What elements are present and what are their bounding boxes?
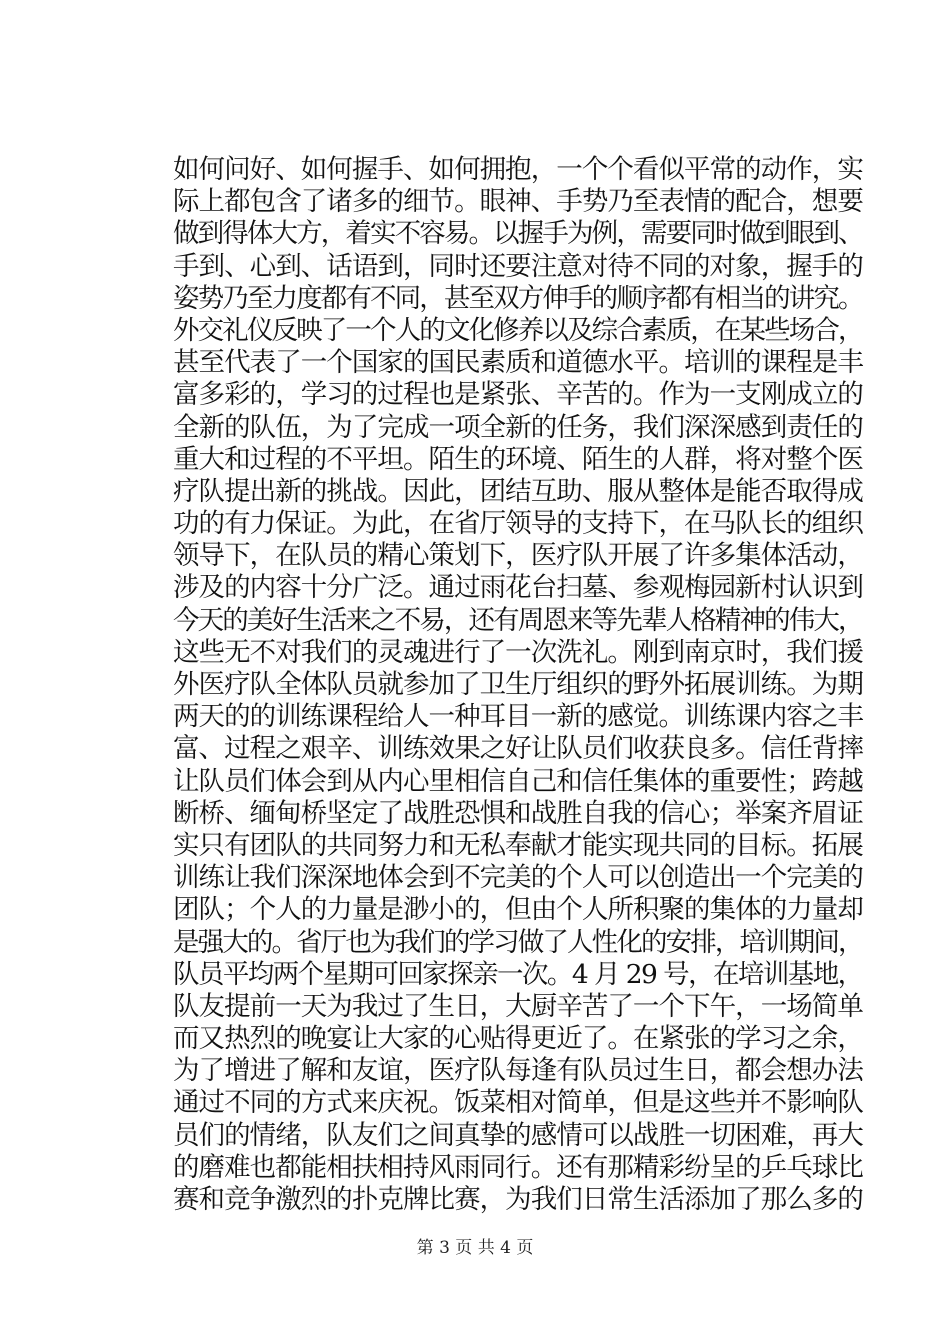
text-line: 外交礼仪反映了一个人的文化修养以及综合素质，在某些场合， bbox=[173, 314, 863, 346]
text-line: 重大和过程的不平坦。陌生的环境、陌生的人群，将对整个医 bbox=[173, 443, 863, 475]
text-line: 的磨难也都能相扶相持风雨同行。还有那精彩纷呈的乒乓球比 bbox=[173, 1151, 863, 1183]
text-line: 这些无不对我们的灵魂进行了一次洗礼。刚到南京时，我们援 bbox=[173, 636, 863, 668]
text-line: 队友提前一天为我过了生日，大厨辛苦了一个下午，一场简单 bbox=[173, 990, 863, 1022]
body-paragraph bbox=[173, 154, 863, 1216]
text-line: 今天的美好生活来之不易，还有周恩来等先辈人格精神的伟大， bbox=[173, 604, 863, 636]
text-line: 训练让我们深深地体会到不完美的个人可以创造出一个完美的 bbox=[173, 862, 863, 894]
text-line: 外医疗队全体队员就参加了卫生厅组织的野外拓展训练。为期 bbox=[173, 669, 863, 700]
text-line: 实只有团队的共同努力和无私奉献才能实现共同的目标。拓展 bbox=[173, 829, 863, 861]
text-line: 两天的的训练课程给人一种耳目一新的感觉。训练课内容之丰 bbox=[173, 701, 863, 733]
text-line: 涉及的内容十分广泛。通过雨花台扫墓、参观梅园新村认识到 bbox=[173, 572, 863, 604]
text-line: 是强大的。省厅也为我们的学习做了人性化的安排，培训期间， bbox=[173, 926, 863, 958]
text-line: 做到得体大方，着实不容易。以握手为例，需要同时做到眼到、 bbox=[173, 218, 863, 250]
text-line: 而又热烈的晚宴让大家的心贴得更近了。在紧张的学习之余， bbox=[173, 1023, 863, 1055]
text-line: 手到、心到、话语到，同时还要注意对待不同的对象，握手的 bbox=[173, 250, 863, 282]
text-line: 断桥、缅甸桥坚定了战胜恐惧和战胜自我的信心；举案齐眉证 bbox=[173, 797, 863, 829]
text-line: 际上都包含了诸多的细节。眼神、手势乃至表情的配合，想要 bbox=[173, 186, 863, 218]
text-line: 赛和竞争激烈的扑克牌比赛，为我们日常生活添加了那么多的 bbox=[173, 1184, 863, 1215]
text-line: 甚至代表了一个国家的国民素质和道德水平。培训的课程是丰 bbox=[173, 347, 863, 379]
text-line: 员们的情绪，队友们之间真挚的感情可以战胜一切困难，再大 bbox=[173, 1119, 863, 1151]
text-line: 队员平均两个星期可回家探亲一次。4 月 29 号，在培训基地， bbox=[173, 958, 863, 990]
text-line: 团队；个人的力量是渺小的，但由个人所积聚的集体的力量却 bbox=[173, 894, 863, 926]
text-line: 全新的队伍，为了完成一项全新的任务，我们深深感到责任的 bbox=[173, 411, 863, 443]
text-line: 姿势乃至力度都有不同，甚至双方伸手的顺序都有相当的讲究。 bbox=[173, 282, 863, 314]
text-line: 如何问好、如何握手、如何拥抱，一个个看似平常的动作，实 bbox=[173, 154, 863, 185]
page-footer: 第 3 页 共 4 页 bbox=[416, 1238, 534, 1258]
text-line: 富、过程之艰辛、训练效果之好让队员们收获良多。信任背摔 bbox=[173, 733, 863, 765]
text-line: 功的有力保证。为此，在省厅领导的支持下，在马队长的组织 bbox=[173, 508, 863, 540]
text-line: 为了增进了解和友谊，医疗队每逢有队员过生日，都会想办法 bbox=[173, 1055, 863, 1087]
text-line: 富多彩的，学习的过程也是紧张、辛苦的。作为一支刚成立的 bbox=[173, 379, 863, 411]
text-line: 领导下，在队员的精心策划下，医疗队开展了许多集体活动， bbox=[173, 540, 863, 572]
text-line: 通过不同的方式来庆祝。饭菜相对简单，但是这些并不影响队 bbox=[173, 1087, 863, 1119]
text-line: 让队员们体会到从内心里相信自己和信任集体的重要性；跨越 bbox=[173, 765, 863, 797]
text-line: 疗队提出新的挑战。因此，团结互助、服从整体是能否取得成 bbox=[173, 475, 863, 507]
